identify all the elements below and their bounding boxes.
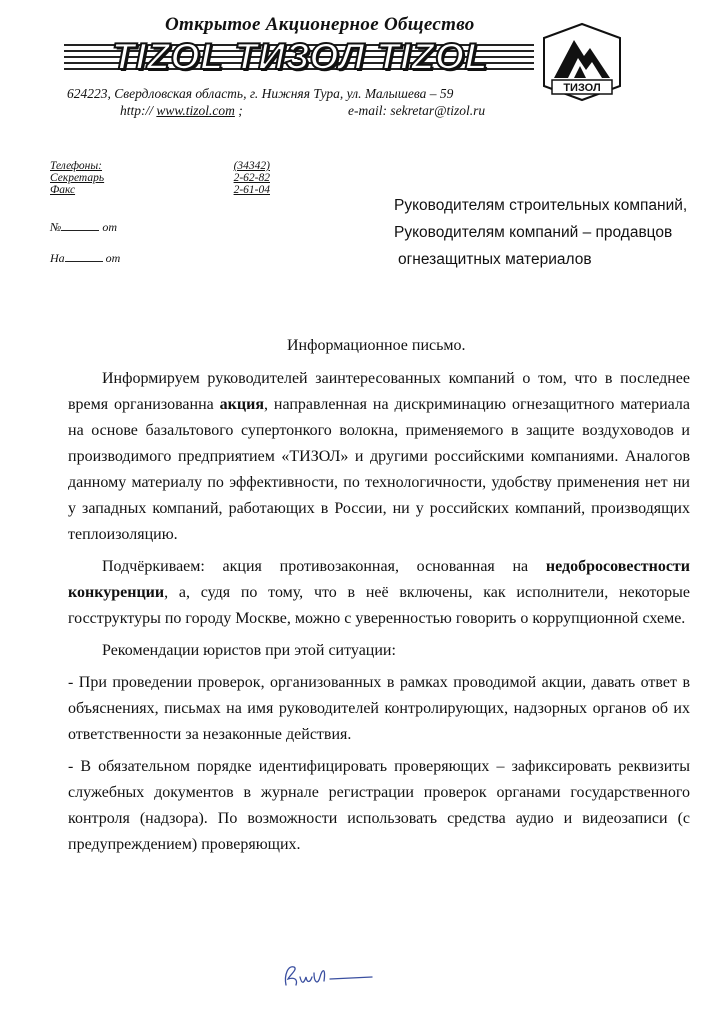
logo-text: ТИЗОЛ [563, 82, 601, 94]
email-line [348, 103, 485, 119]
paragraph-3: Рекомендации юристов при этой ситуации: [102, 642, 396, 659]
reference-in-reply: На от [50, 251, 121, 265]
recipient-line: огнезащитных материалов [398, 251, 592, 268]
brand-banner [64, 36, 534, 77]
paragraph-5: - В обязательном порядке идентифицировать проверяющих – зафиксировать реквизиты служебных документов в журнале регистрации проверок органами государственного контроля (надзора). По возможности использовать средства аудио и видеозаписи (с предупреждением) проверяющих. [68, 758, 690, 853]
letter-title: Информационное письмо. [287, 337, 466, 354]
contact-row-secretary: Секретарь 2-62-82 [50, 172, 270, 184]
web-prefix: http:// [120, 103, 153, 118]
contact-block [50, 160, 270, 196]
paragraph-2: Подчёркиваем: акция противозаконная, основанная на недобросовестности конкуренции, а, судя по тому, что в неё включены, как исполнители, некоторые госструктуры по городу Москве, можно с уверенностью говорить о коррупционной схеме. [68, 558, 690, 627]
signature [280, 955, 380, 995]
recipient-line: Руководителям компаний – продавцов [394, 224, 673, 241]
recipient-line: Руководителям строительных компаний, [394, 197, 688, 214]
email-label: e-mail: [348, 103, 387, 118]
company-type: Открытое Акционерное Общество [165, 14, 475, 35]
email-address[interactable]: sekretar@tizol.ru [390, 103, 486, 118]
paragraph-4: - При проведении проверок, организованных в рамках проводимой акции, давать ответ в объяснениях, письмах на имя руководителей контролирующих, надзорных органов об их ответственности за незаконные действия. [68, 674, 690, 743]
brand-name: TIZOL ТИЗОЛ TIZOL [112, 36, 489, 77]
paragraph-1: Информируем руководителей заинтересованных компаний о том, что в последнее время организованна акция, направленная на дискриминацию огнезащитного материала на основе базальтового супертонкого волокна, применяемого в защите воздуховодов и производимого предприятием «ТИЗОЛ» и другими российскими компаниями. Аналогов данному материалу по эффективности, по технологичности, удобству применения нет ни у западных компаний, работающих в России, ни у российских компаний, производящих теплоизоляцию. [68, 370, 691, 543]
contact-row-fax: Факс 2-61-04 [50, 184, 270, 196]
letter-body [68, 366, 690, 864]
reference-number: № от [50, 220, 117, 234]
web-suffix: ; [238, 103, 243, 118]
company-logo [540, 22, 624, 102]
website-line [120, 103, 243, 119]
recipients-block [394, 192, 687, 273]
website-link[interactable]: www.tizol.com [156, 103, 235, 118]
contact-row-phones: Телефоны: (34342) [50, 160, 270, 172]
company-address: 624223, Свердловская область, г. Нижняя Тура, ул. Малышева – 59 [67, 86, 454, 101]
